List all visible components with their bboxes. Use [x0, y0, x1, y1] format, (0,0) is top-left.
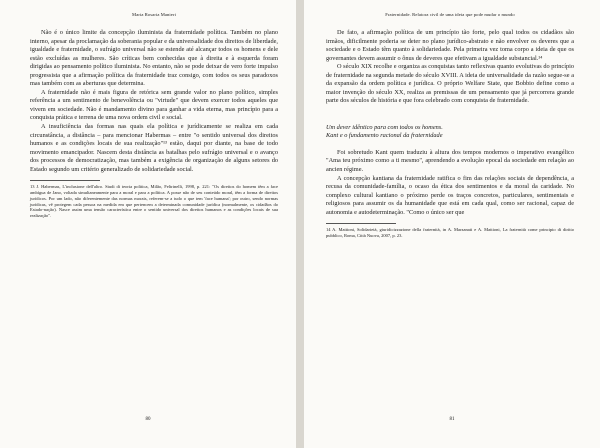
section-heading-line-2: Kant e o fundamento racional da fraternidade	[326, 132, 443, 140]
left-paragraph-1: Não é o único limite da concepção iluminista da fraternidade política. Também no plano interno, apesar da proclamação da soberania popular e da universalidade dos direitos de liberdade, igualdade e fraternidade, o sufrágio universal não se estende até alcançar todos os homens e dele estão excluídas as mulheres. São críticas bem conhecidas que à direita e à esquerda foram dirigidas ao pensamento político iluminista. No entanto, não se pode deixar de vero forte impulso progressista que a afirmação política da fraternidade traz consigo, com todos os seus paradoxos mas também com as aberturas que determina.	[30, 29, 278, 88]
left-footnote-rule	[30, 180, 100, 181]
left-paragraph-2: A fraternidade não é mais figura de retórica sem grande valor no plano político, simples referência a um sentimento de benevolência ou "virtude" que devem exercer todos aqueles que vivem em sociedade. Não é mandamento divino para ganhar a vida eterna, mas princípio para a conquista prática e terrena de uma nova ordem civil e social.	[30, 88, 278, 122]
left-paragraph-3: A insuficiência das formas nas quais ela política e jurídicamente se realiza em cada circunstância, a distância – para mencionar Habermas – entre "o sentido universal dos direitos humanos e as condições locais de sua realização"¹³ estão, daqui por diante, na base de todo movimento emancipador. Nascem desta distância as batalhas pelo sufrágio universal e o avanço dos processos de democratização, mas também a exigência de organização de alguns setores do Estado segundo um critério generalizado de solidariedade social.	[30, 123, 278, 173]
section-heading-line-1: Um dever idêntico para com todos os homens.	[326, 123, 443, 131]
right-page-number: 81	[449, 417, 455, 422]
left-page-number: 80	[145, 417, 151, 422]
right-page	[304, 0, 600, 448]
section-heading	[326, 124, 574, 141]
right-footnote: 14 A. Mattioni, Solidarietà, giuridicizzazione della fraternità, in A. Marzanati e A. Mattioni, La fraternità come principio di diritto pubblico, Roma, Città Nuova, 2007, p. 23.	[326, 227, 574, 239]
left-running-head: Maria Rosaria Manieri	[132, 12, 176, 17]
book-gutter	[296, 0, 304, 448]
left-page	[0, 0, 296, 448]
left-footnote: 13 J. Habermas, L'inclusione dell'altro. Studi di teoria politica, Milão, Feltrinelli, 1998, p. 221: "Os direitos do homem têm a face ambígua de Jano, voltada simultaneamente para a moral e para a política. A posse não de seu conteúdo moral, têm a forma de direitos jurídicos. Por um lado, não diferentemente das normas morais, referem-se a tudo o que tem 'face humana'; por outro, sendo normas jurídicas, vê protegem cada pessoa na medida em que pertencem a determinada comunidade jurídica (normalmente, os cidadãos do Estado-nação). Nasce assim uma tensão característica entre o sentido universal dos direitos humanos e as condições locais de sua realização".	[30, 184, 278, 219]
right-paragraph-3: Foi sobretudo Kant quem traduziu à altura dos tempos modernos o imperativo evangélico "Ama teu próximo como a ti mesmo", aprendendo a evolução epocal da sociedade em relação ao ancien régime.	[326, 148, 574, 174]
right-footnote-rule	[326, 223, 396, 224]
right-paragraph-2: O século XIX recolhe e organiza as conquistas tanto reflexivas quanto evolutivas do princípio de fraternidade na segunda metade do século XVIII. A ideia de universalidade da razão segue-se a da expansão da ordem política e jurídica. O próprio Welfare State, que Bobbio define como a maior invenção do século XX, realiza as premissas de um pensamento que já percorrera grande parte dos séculos de história e que fora celebrado com conquista de fraternidade.	[326, 63, 574, 105]
right-paragraph-1: De fato, a afirmação política de um princípio tão forte, pelo qual todos os cidadãos são irmãos, dificilmente poderia se deter no plano jurídico-abstrato e não envolver os deveres que a sociedade e o Estado têm quanto à solidariedade. Pela primeira vez toma corpo a ideia de que os governantes devem assumir o ônus de deveres que efetivam a igualdade substancial.¹⁴	[326, 29, 574, 62]
right-paragraph-4: A concepção kantiana da fraternidade ratifica o fim das relações sociais de dependência, a recusa da comunidade-família, o ocaso da ética dos sentimentos e da moral da caridade. No complexo cultural kantiano o próximo perde os traços concretos, particulares, sentimentais e religiosos para assumir os da humanidade que está em cada qual, como ser racional, capaz de autonomia e autodeterminação. "Como o único ser que	[326, 174, 574, 216]
right-running-head: Fraternidade. Relatora civil de uma ideia que pode mudar o mundo	[385, 12, 515, 17]
